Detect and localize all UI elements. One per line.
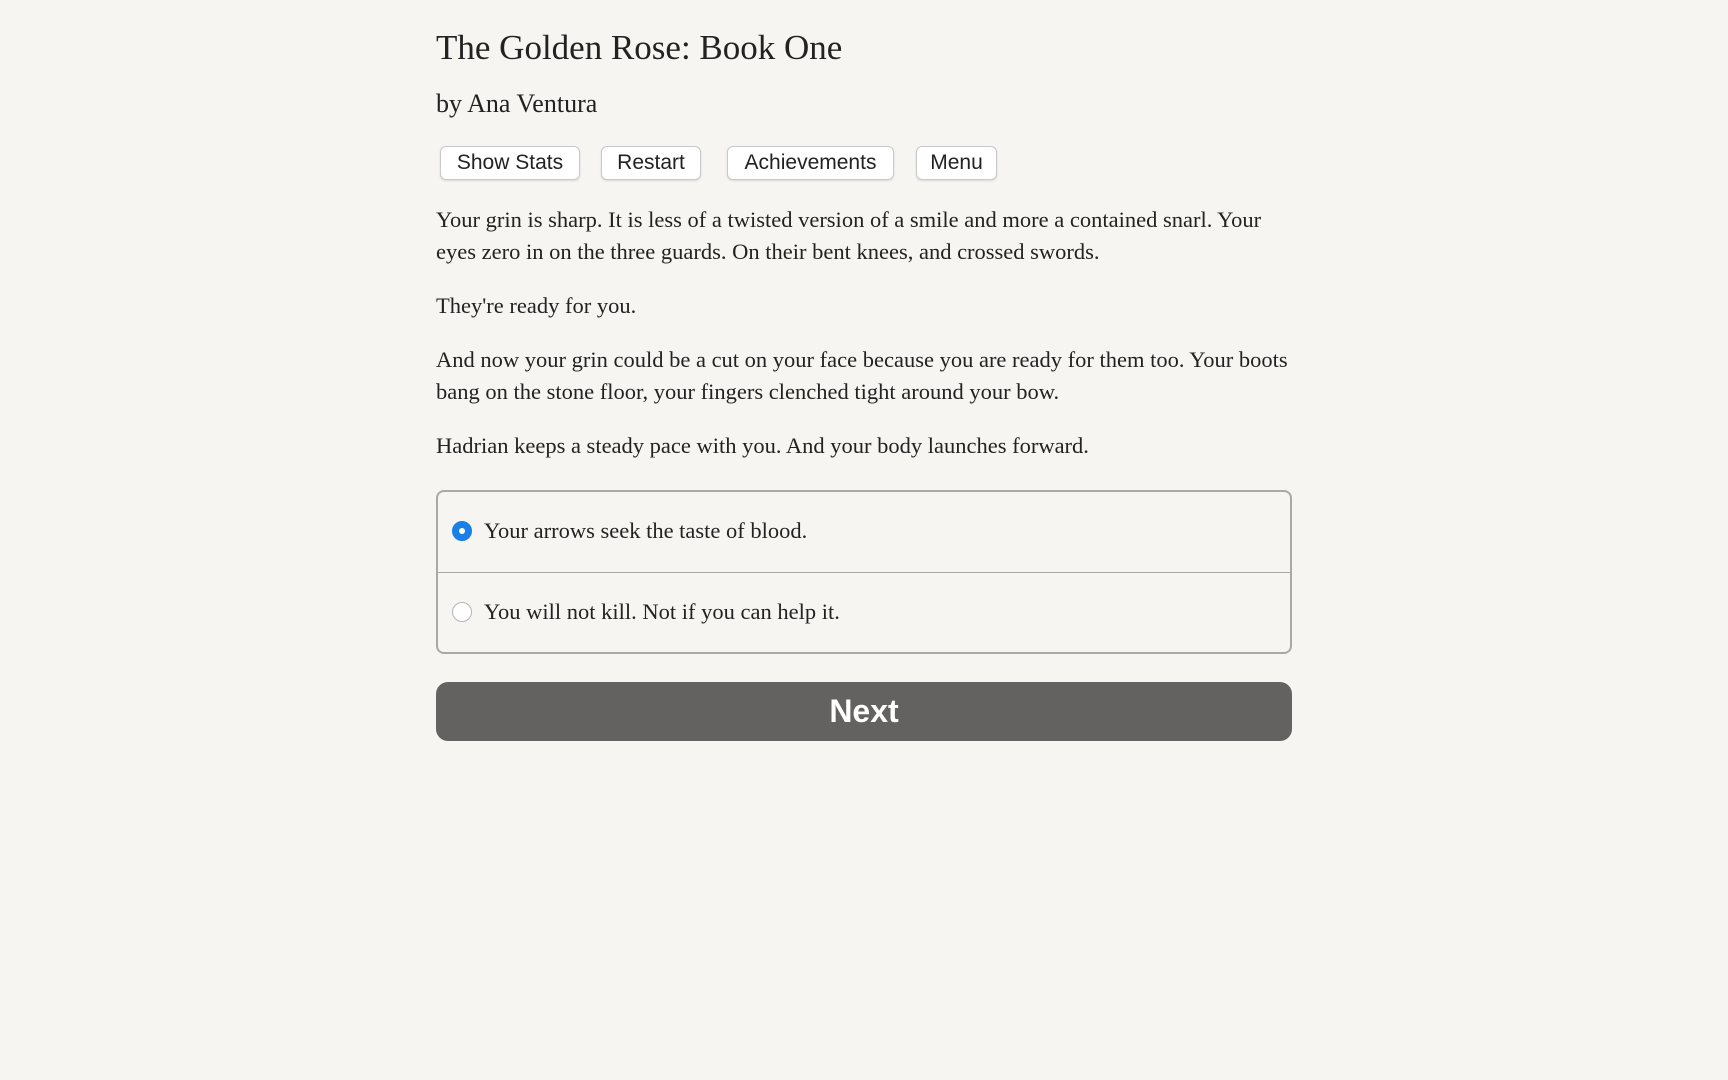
story-paragraph: Your grin is sharp. It is less of a twisted version of a smile and more a contained snarl. Your eyes zero in on the three guards. On their bent knees, and crossed swords.	[436, 207, 1262, 264]
choice-label: Your arrows seek the taste of blood.	[484, 518, 808, 543]
page-title: The Golden Rose: Book One	[436, 28, 843, 67]
choice-option-1[interactable]	[438, 492, 1290, 572]
story-paragraph: And now your grin could be a cut on your face because you are ready for them too. Your boots bang on the stone floor, your fingers clenched tight around your bow.	[436, 347, 1288, 404]
next-button[interactable]: Next	[436, 682, 1292, 741]
choice-list	[436, 490, 1292, 654]
radio-unselected-icon[interactable]	[452, 602, 472, 622]
choice-option-2[interactable]	[438, 573, 1290, 653]
show-stats-button[interactable]: Show Stats	[440, 146, 580, 180]
radio-selected-icon[interactable]	[452, 521, 472, 541]
author-byline: by Ana Ventura	[436, 89, 598, 118]
story-text	[436, 204, 1292, 484]
story-paragraph: Hadrian keeps a steady pace with you. And your body launches forward.	[436, 433, 1089, 458]
menu-button[interactable]: Menu	[916, 146, 997, 180]
achievements-button[interactable]: Achievements	[727, 146, 894, 180]
story-paragraph: They're ready for you.	[436, 293, 637, 318]
restart-button[interactable]: Restart	[601, 146, 701, 180]
choice-label: You will not kill. Not if you can help it.	[484, 599, 840, 624]
